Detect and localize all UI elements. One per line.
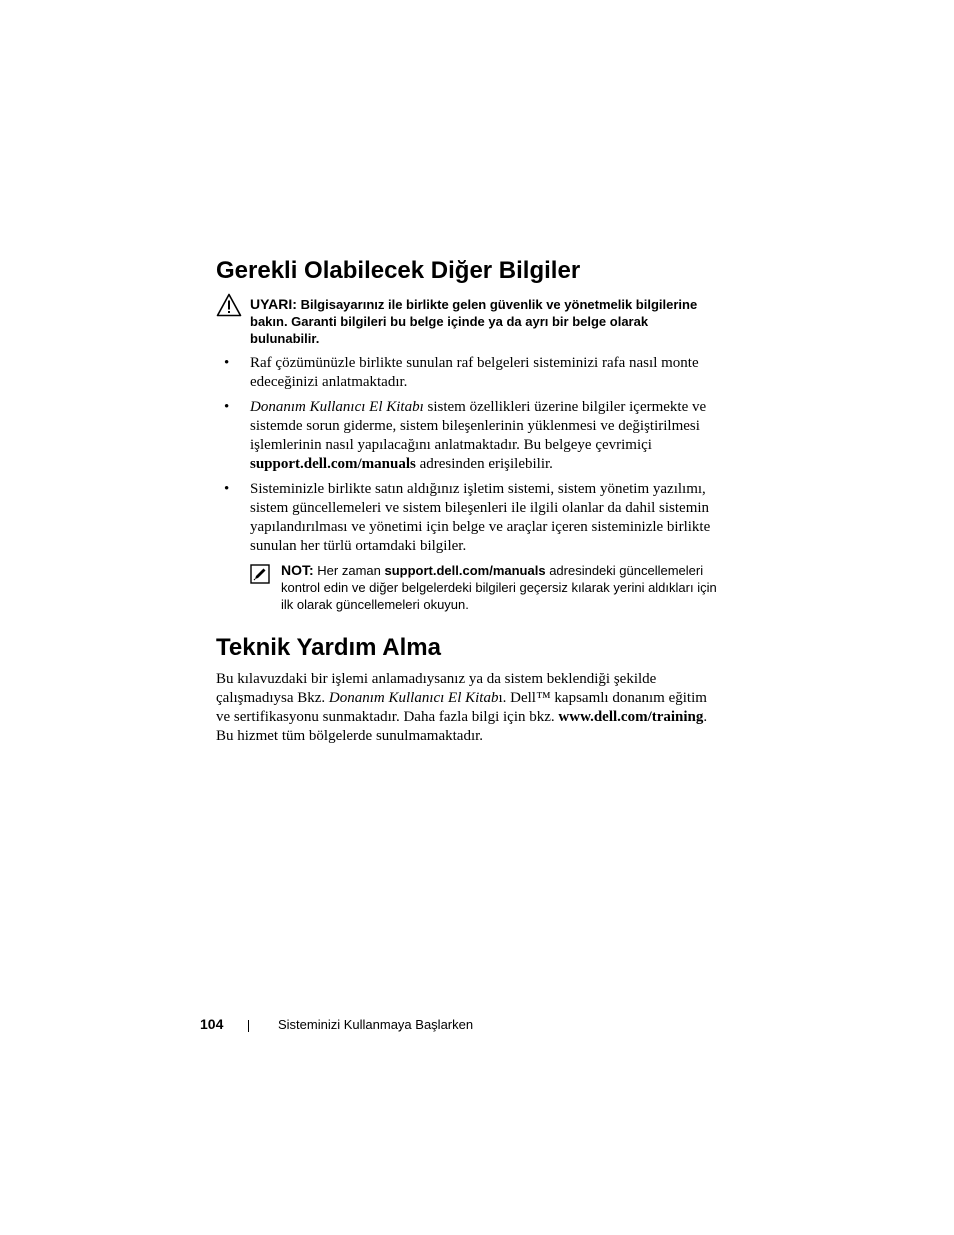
note-text: [281, 562, 721, 613]
note-label: NOT:: [281, 562, 314, 578]
list-item: [216, 398, 716, 474]
note-pre: Her zaman: [313, 563, 385, 578]
bullet-text-hardware: sistem özellikleri üzerine bilgiler içermekte ve sistemde sorun giderme, sistem bileşenlerinin yüklenmesi ve değiştirilmesi işlemlerinin nasıl yapılacağını anlatmaktadır. Bu belgeye çevrimiçi: [250, 399, 707, 453]
bullet-text-media: Sisteminizle birlikte satın aldığınız işletim sistemi, sistem yönetim yazılımı, sistem güncellemeleri ve sistem bileşenleri ile ilgili olanlar da dahil sistemin yapılandırılması ve yönetimi için belge ve araçlar içeren sisteminizle birlikte sunulan her türlü ortamdaki bilgiler.: [250, 481, 711, 554]
section-title-technical-help: Teknik Yardım Alma: [216, 634, 441, 661]
warning-text: [250, 296, 720, 347]
info-bullet-list: [216, 354, 716, 562]
bullet-text-hardware-end: adresinden erişilebilir.: [415, 456, 553, 472]
list-item: [216, 480, 716, 556]
note-support-link: support.dell.com/manuals: [384, 563, 546, 578]
bullet-icon: •: [224, 399, 230, 415]
section-title-other-info: Gerekli Olabilecek Diğer Bilgiler: [216, 257, 581, 284]
footer-chapter-title: Sisteminizi Kullanmaya Başlarken: [278, 1017, 474, 1032]
help-text-pre: Bu kılavuzdaki bir işlemi anlamadıysanız ya da sistem beklendiği şekilde çalışmadıysa Bkz.: [216, 671, 657, 706]
note-post: adresindeki güncellemeleri kontrol edin ve diğer belgelerdeki bilgileri geçersiz kılarak yerini aldıkları için ilk olarak güncellemeleri okuyun.: [281, 563, 717, 612]
warning-triangle-icon: [216, 293, 242, 322]
warning-notice: [216, 293, 716, 349]
support-manuals-link: support.dell.com/manuals: [250, 456, 416, 472]
page-footer: [0, 1014, 954, 1036]
training-link: www.dell.com/training: [558, 709, 704, 725]
help-hardware-manual-title: Donanım Kullanıcı El Kitab: [328, 690, 499, 706]
list-item: [216, 354, 716, 392]
bullet-icon: •: [224, 481, 230, 497]
help-text-mid: ı. Dell™ kapsamlı donanım eğitim ve sertifikasyonu sunmaktadır. Daha fazla bilgi için bkz.: [216, 690, 707, 725]
note-pencil-icon: [250, 564, 270, 589]
page-number: 104: [200, 1016, 224, 1032]
technical-help-paragraph: [216, 670, 716, 746]
help-text-end: . Bu hizmet tüm bölgelerde sunulmamaktadır.: [216, 709, 708, 744]
warning-body: Bilgisayarınız ile birlikte gelen güvenlik ve yönetmelik bilgilerine bakın. Garanti bilgileri bu belge içinde ya da ayrı bir belge olarak bulunabilir.: [250, 297, 698, 346]
hardware-manual-title: Donanım Kullanıcı El Kitabı: [250, 399, 424, 415]
bullet-text-rack: Raf çözümünüzle birlikte sunulan raf belgeleri sisteminizi rafa nasıl monte edeceğinizi anlatmaktadır.: [250, 355, 699, 390]
footer-divider: [248, 1020, 249, 1032]
warning-label: UYARI:: [250, 296, 297, 312]
bullet-icon: •: [224, 355, 230, 371]
